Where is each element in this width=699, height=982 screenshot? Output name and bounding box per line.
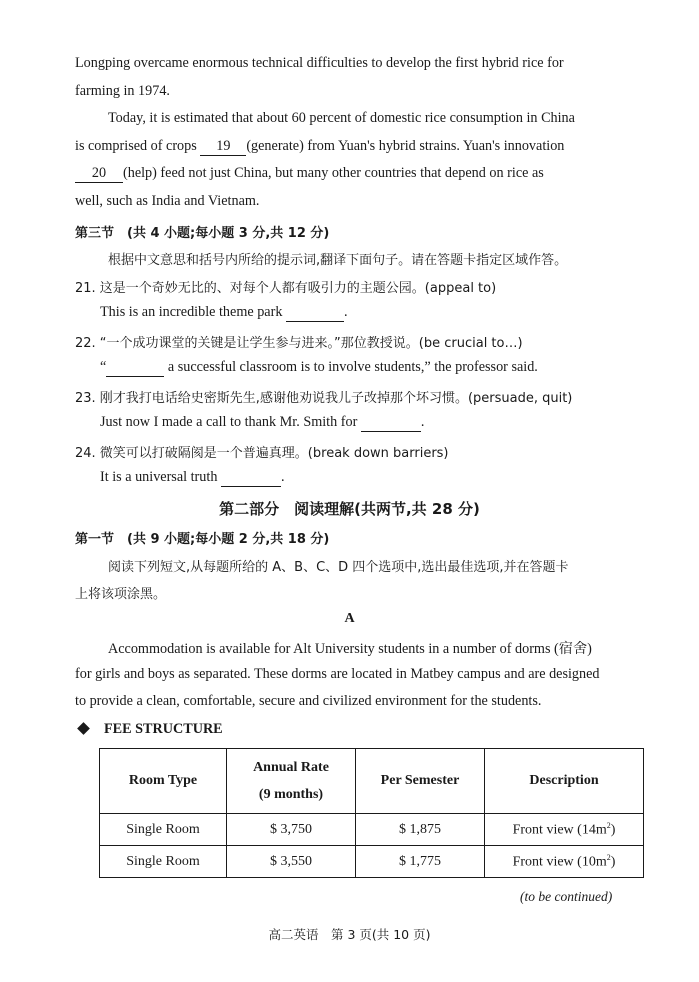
question-21-english: This is an incredible theme park .	[100, 304, 348, 320]
table-header-row	[100, 749, 644, 814]
passage-line: to provide a clean, comfortable, secure and civilized environment for the students.	[75, 693, 542, 709]
per-semester-cell: $ 1,775	[356, 846, 485, 878]
part-2-heading: 第二部分 阅读理解(共两节,共 28 分)	[219, 500, 480, 518]
annual-rate-cell: $ 3,550	[227, 846, 356, 878]
passage-line: for girls and boys as separated. These dorms are located in Matbey campus and are designed	[75, 666, 600, 682]
passage-line: well, such as India and Vietnam.	[75, 193, 260, 209]
question-22-english: “ a successful classroom is to involve students,” the professor said.	[100, 359, 538, 375]
table-row	[100, 846, 644, 878]
passage-line: Today, it is estimated that about 60 percent of domestic rice consumption in China	[108, 110, 575, 126]
header-description: Description	[485, 749, 644, 814]
question-24-english: It is a universal truth .	[100, 469, 285, 485]
passage-line: farming in 1974.	[75, 83, 170, 99]
section-3-heading: 第三节 (共 4 小题;每小题 3 分,共 12 分)	[75, 226, 330, 241]
header-room-type: Room Type	[100, 749, 227, 814]
reading-instruction: 上将该项涂黑。	[75, 587, 167, 602]
passage-line: 20 (help) feed not just China, but many other countries that depend on rice as	[75, 165, 544, 183]
passage-label: A	[344, 611, 355, 626]
answer-blank-20: 20	[75, 166, 123, 183]
passage-line: is comprised of crops 19 (generate) from Yuan's hybrid strains. Yuan's innovation	[75, 138, 565, 154]
fee-table	[99, 748, 644, 878]
per-semester-cell: $ 1,875	[356, 814, 485, 846]
page-footer: 高二英语 第 3 页(共 10 页)	[268, 927, 431, 942]
description-cell: Front view $(14m^2)$	[485, 814, 644, 846]
section-1-heading: 第一节 (共 9 小题;每小题 2 分,共 18 分)	[75, 532, 330, 547]
fee-structure-heading: FEE STRUCTURE	[77, 721, 223, 738]
passage-line: Longping overcame enormous technical difficulties to develop the first hybrid rice for	[75, 55, 564, 71]
translation-blank	[361, 415, 421, 432]
room-type-cell: Single Room	[100, 814, 227, 846]
question-23: 23. 刚才我打电话给史密斯先生,感谢他劝说我儿子改掉那个坏习惯。(persuade, quit)	[75, 391, 573, 406]
answer-blank-19: 19	[200, 139, 246, 156]
section-3-instruction: 根据中文意思和括号内所给的提示词,翻译下面句子。请在答题卡指定区域作答。	[108, 253, 568, 268]
diamond-bullet-icon	[77, 722, 90, 735]
header-per-semester: Per Semester	[356, 749, 485, 814]
header-annual-rate: Annual Rate (9 months)	[227, 749, 356, 814]
passage-line: Accommodation is available for Alt University students in a number of dorms (宿舍)	[108, 641, 592, 657]
question-24: 24. 微笑可以打破隔阂是一个普遍真理。(break down barriers)	[75, 446, 449, 461]
annual-rate-cell: $ 3,750	[227, 814, 356, 846]
description-cell: Front view $(10m^2)$	[485, 846, 644, 878]
question-23-english: Just now I made a call to thank Mr. Smith for .	[100, 414, 425, 430]
reading-instruction: 阅读下列短文,从每题所给的 A、B、C、D 四个选项中,选出最佳选项,并在答题卡	[108, 560, 569, 575]
translation-blank	[286, 305, 344, 322]
question-22: 22. “一个成功课堂的关键是让学生参与进来。”那位教授说。(be crucial to…)	[75, 336, 523, 351]
room-type-cell: Single Room	[100, 846, 227, 878]
translation-blank	[221, 470, 281, 487]
table-row	[100, 814, 644, 846]
translation-blank	[106, 360, 164, 377]
to-be-continued: (to be continued)	[520, 889, 613, 904]
question-21: 21. 这是一个奇妙无比的、对每个人都有吸引力的主题公园。(appeal to)	[75, 281, 497, 296]
